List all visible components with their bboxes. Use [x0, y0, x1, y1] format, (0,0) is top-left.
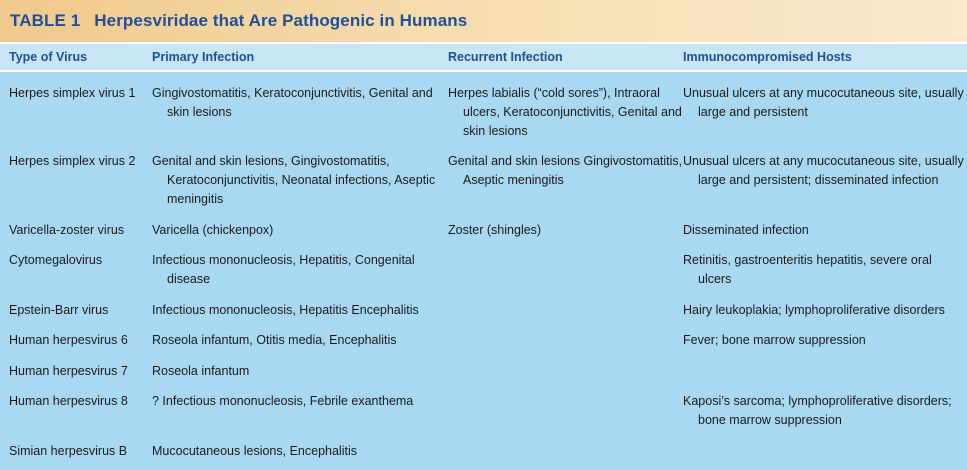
cell-virus: Herpes simplex virus 1	[9, 86, 136, 100]
cell-virus: Epstein-Barr virus	[9, 303, 109, 317]
cell-primary: Roseola infantum, Otitis media, Encephalitis	[152, 333, 397, 347]
column-header-immunocompromised-hosts: Immunocompromised Hosts	[683, 50, 852, 64]
column-header-recurrent-infection: Recurrent Infection	[448, 50, 563, 64]
cell-virus: Human herpesvirus 7	[9, 364, 128, 378]
cell-immunocompromised: Unusual ulcers at any mucocutaneous site, usually large and persistent	[683, 86, 964, 119]
column-header-type-of-virus: Type of Virus	[9, 50, 88, 64]
cell-immunocompromised: Unusual ulcers at any mucocutaneous site, usually large and persistent; disseminated infection	[683, 154, 964, 187]
table-label: TABLE 1	[10, 11, 81, 30]
table-title-text: Herpesviridae that Are Pathogenic in Humans	[94, 11, 468, 30]
cell-virus: Cytomegalovirus	[9, 253, 103, 267]
table-title	[10, 11, 467, 31]
cell-virus: Human herpesvirus 6	[9, 333, 128, 347]
cell-virus: Human herpesvirus 8	[9, 394, 128, 408]
cell-recurrent: Zoster (shingles)	[448, 223, 542, 237]
cell-virus: Herpes simplex virus 2	[9, 154, 136, 168]
cell-immunocompromised: Disseminated infection	[683, 223, 809, 237]
cell-primary: Genital and skin lesions, Gingivostomatitis, Keratoconjunctivitis, Neonatal infections, Aseptic meningitis	[152, 154, 436, 206]
cell-primary: Gingivostomatitis, Keratoconjunctivitis, Genital and skin lesions	[152, 86, 433, 119]
column-header-primary-infection: Primary Infection	[152, 50, 255, 64]
cell-primary: Infectious mononucleosis, Hepatitis, Congenital disease	[152, 253, 415, 286]
cell-virus: Varicella-zoster virus	[9, 223, 125, 237]
cell-recurrent: Herpes labialis (“cold sores”), Intraoral ulcers, Keratoconjunctivitis, Genital and skin lesions	[448, 86, 682, 138]
cell-immunocompromised: Hairy leukoplakia; lymphoproliferative disorders	[683, 303, 945, 317]
cell-immunocompromised: Fever; bone marrow suppression	[683, 333, 866, 347]
cell-primary: Mucocutaneous lesions, Encephalitis	[152, 444, 357, 458]
cell-immunocompromised: Retinitis, gastroenteritis hepatitis, severe oral ulcers	[683, 253, 932, 286]
cell-primary: Infectious mononucleosis, Hepatitis Encephalitis	[152, 303, 419, 317]
table-title-bar	[0, 0, 967, 44]
cell-primary: Varicella (chickenpox)	[152, 223, 274, 237]
cell-primary: ? Infectious mononucleosis, Febrile exanthema	[152, 394, 414, 408]
cell-virus: Simian herpesvirus B	[9, 444, 128, 458]
table-header-row	[0, 44, 967, 72]
cell-immunocompromised: Kaposi’s sarcoma; lymphoproliferative disorders; bone marrow suppression	[683, 394, 952, 427]
cell-recurrent: Genital and skin lesions Gingivostomatitis, Aseptic meningitis	[448, 154, 683, 187]
cell-primary: Roseola infantum	[152, 364, 250, 378]
